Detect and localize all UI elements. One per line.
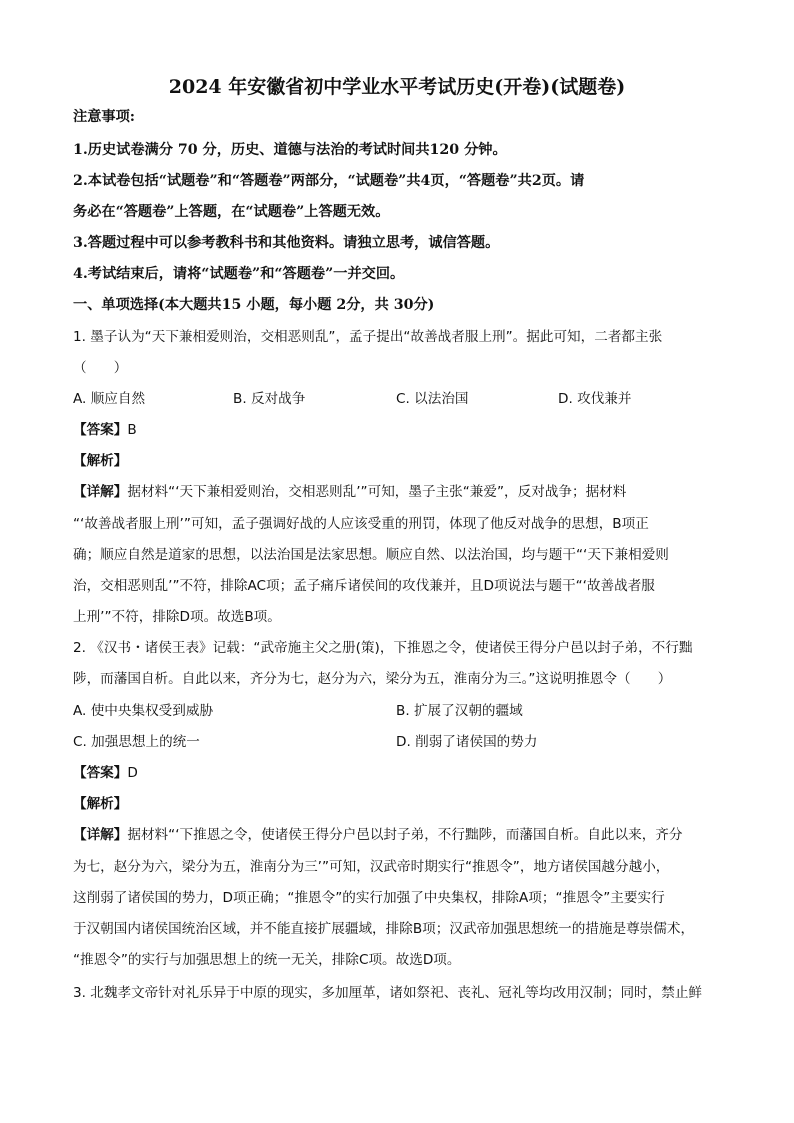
q2-analysis-label: 【解析】 xyxy=(73,796,128,812)
q2-detail-line-4: 于汉朝国内诸侯国统治区域，并不能直接扩展疆域，排除B项；汉武帝加强思想统一的措施是尊崇儒术， xyxy=(73,921,695,937)
q1-detail-line-5: 上刑’”不符，排除D项。故选B项。 xyxy=(73,609,281,625)
q1-answer xyxy=(73,420,137,440)
q2-option-d: D. 削弱了诸侯国的势力 xyxy=(396,734,538,750)
notice-item-1: 1.历史试卷满分 70 分，历史、道德与法治的考试时间共120 分钟。 xyxy=(73,142,507,158)
q2-answer xyxy=(73,763,138,783)
q2-answer-label: 【答案】 xyxy=(73,765,128,781)
q1-detail-label: 【详解】 xyxy=(73,484,128,500)
q2-detail-line-5: “推恩令”的实行与加强思想上的统一无关，排除C项。故选D项。 xyxy=(73,952,461,968)
notice-heading: 注意事项: xyxy=(73,109,135,125)
q2-detail-line-1 xyxy=(73,825,683,845)
q1-option-c: C. 以法治国 xyxy=(396,391,469,407)
q2-option-c: C. 加强思想上的统一 xyxy=(73,734,200,750)
q1-detail-line-3: 确；顺应自然是道家的思想，以法治国是法家思想。顺应自然、以法治国，均与题干“‘天下兼相爱则 xyxy=(73,547,669,563)
q2-option-a: A. 使中央集权受到威胁 xyxy=(73,703,214,719)
q1-detail-line-2: “‘故善战者服上刑’”可知，孟子强调好战的人应该受重的刑罚，体现了他反对战争的思想，B项正 xyxy=(73,516,649,532)
q1-stem-line-1: 1. 墨子认为“天下兼相爱则治，交相恶则乱”，孟子提出“故善战者服上刑”。据此可知，二者都主张 xyxy=(73,329,663,345)
q1-detail-text-1: 据材料“‘天下兼相爱则治，交相恶则乱’”可知，墨子主张“兼爱”，反对战争；据材料 xyxy=(127,484,627,500)
notice-item-2-cont: 务必在“答题卷”上答题，在“试题卷”上答题无效。 xyxy=(73,204,390,220)
q2-stem-line-1: 2. 《汉书・诸侯王表》记载：“武帝施主父之册(策)，下推恩之令，使诸侯王得分户邑以封子弟，不行黜 xyxy=(73,640,693,656)
q2-answer-value: D xyxy=(127,765,138,781)
q1-option-a: A. 顺应自然 xyxy=(73,391,146,407)
q2-detail-line-3: 这削弱了诸侯国的势力，D项正确；“推恩令”的实行加强了中央集权，排除A项；“推恩令”主要实行 xyxy=(73,890,665,906)
page-title: 2024 年安徽省初中学业水平考试历史(开卷)(试题卷) xyxy=(168,76,626,98)
q1-analysis-label: 【解析】 xyxy=(73,453,128,469)
notice-item-3: 3.答题过程中可以参考教科书和其他资料。请独立思考，诚信答题。 xyxy=(73,235,500,251)
q1-answer-value: B xyxy=(127,422,137,438)
q2-detail-label: 【详解】 xyxy=(73,827,128,843)
section-heading: 一、单项选择(本大题共15 小题，每小题 2分，共 30分) xyxy=(73,297,435,313)
q1-detail-line-4: 治，交相恶则乱’”不符，排除AC项；孟子痛斥诸侯间的攻伐兼并，且D项说法与题干“‘故善战者服 xyxy=(73,578,655,594)
q1-stem-line-2: （ ） xyxy=(73,360,128,376)
q2-detail-line-2: 为七，赵分为六，梁分为五，淮南分为三’”可知，汉武帝时期实行“推恩令”，地方诸侯国越分越小， xyxy=(73,859,670,875)
notice-item-2: 2.本试卷包括“试题卷”和“答题卷”两部分，“试题卷”共4页，“答题卷”共2页。请 xyxy=(73,173,585,189)
q2-stem-line-2: 陟，而藩国自析。自此以来，齐分为七，赵分为六，梁分为五，淮南分为三。”这说明推恩令（ ） xyxy=(73,671,672,687)
q2-option-b: B. 扩展了汉朝的疆域 xyxy=(396,703,523,719)
q1-option-d: D. 攻伐兼并 xyxy=(558,391,632,407)
q2-detail-text-1: 据材料“‘下推恩之令，使诸侯王得分户邑以封子弟，不行黜陟，而藩国自析。自此以来，齐分 xyxy=(127,827,683,843)
q1-answer-label: 【答案】 xyxy=(73,422,128,438)
q1-option-b: B. 反对战争 xyxy=(233,391,306,407)
notice-item-4: 4.考试结束后，请将“试题卷”和“答题卷”一并交回。 xyxy=(73,266,405,282)
q1-detail-line-1 xyxy=(73,482,626,502)
q3-stem-line-1: 3. 北魏孝文帝针对礼乐异于中原的现实，多加厘革，诸如祭祀、丧礼、冠礼等均改用汉制；同时，禁止鲜 xyxy=(73,985,703,1001)
